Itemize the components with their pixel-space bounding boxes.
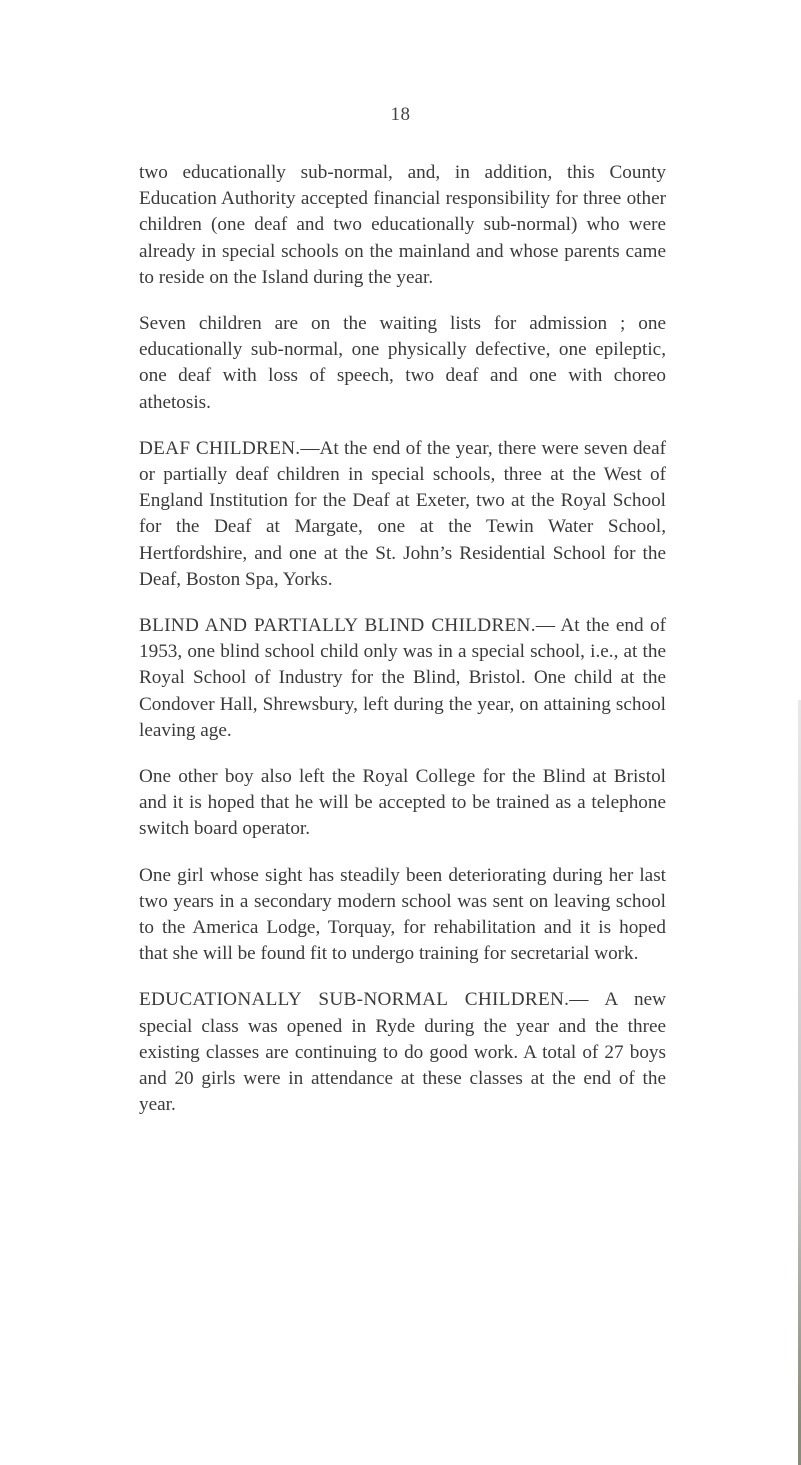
paragraph-text: two educationally sub-normal, and, in addition, this County Education Authority accepted financial responsibility for three other children (one deaf and two educationally sub-normal) who were already in special schools on the mainland and whose parents came to reside on the Island during the year.	[139, 162, 666, 288]
paragraph-text: —At the end of the year, there were seven deaf or partially deaf children in special schools, three at the West of England Institution for the Deaf at Exeter, two at the Royal School for the Deaf at Margate, one at the Tewin Water School, Hertfordshire, and one at the St. John’s Residential School for the Deaf, Boston Spa, Yorks.	[139, 437, 666, 590]
paragraph-text: One other boy also left the Royal College for the Blind at Bristol and it is hoped that he will be accepted to be trained as a telephone switch board operator.	[139, 766, 666, 840]
paragraph-one-girl	[139, 863, 666, 968]
paragraph-text: — At the end of 1953, one blind school child only was in a special school, i.e., at the Royal School of Industry for the Blind, Bristol. One child at the Condover Hall, Shrewsbury, left during the year, on attaining school leaving age.	[139, 615, 666, 741]
section-heading: DEAF CHILDREN.	[139, 437, 301, 459]
paragraph-text: Seven children are on the waiting lists for admission ; one educationally sub-normal, one physically defective, one epileptic, one deaf with loss of speech, two deaf and one with choreo athetosis.	[139, 313, 666, 413]
paragraph-text: — A new special class was opened in Ryde during the year and the three existing classes are continuing to do good work. A total of 27 boys and 20 girls were in attendance at these classes at the end of the year.	[139, 989, 666, 1116]
paragraph-deaf-children	[139, 436, 666, 593]
paragraph-continuation	[139, 160, 666, 291]
paragraph-waiting-lists	[139, 311, 666, 416]
paragraph-blind-children	[139, 613, 666, 744]
section-heading: BLIND AND PARTIALLY BLIND CHILDREN.	[139, 615, 536, 637]
paragraph-other-boy	[139, 764, 666, 843]
paragraph-sub-normal-children	[139, 987, 666, 1118]
document-body	[139, 160, 666, 1139]
page-number: 18	[390, 104, 411, 125]
section-heading: EDUCATIONALLY SUB-NORMAL CHILDREN.	[139, 989, 570, 1011]
paragraph-text: One girl whose sight has steadily been deteriorating during her last two years in a secondary modern school was sent on leaving school to the America Lodge, Torquay, for rehabilitation and it is hoped that she will be found fit to undergo training for secretarial work.	[139, 864, 666, 965]
